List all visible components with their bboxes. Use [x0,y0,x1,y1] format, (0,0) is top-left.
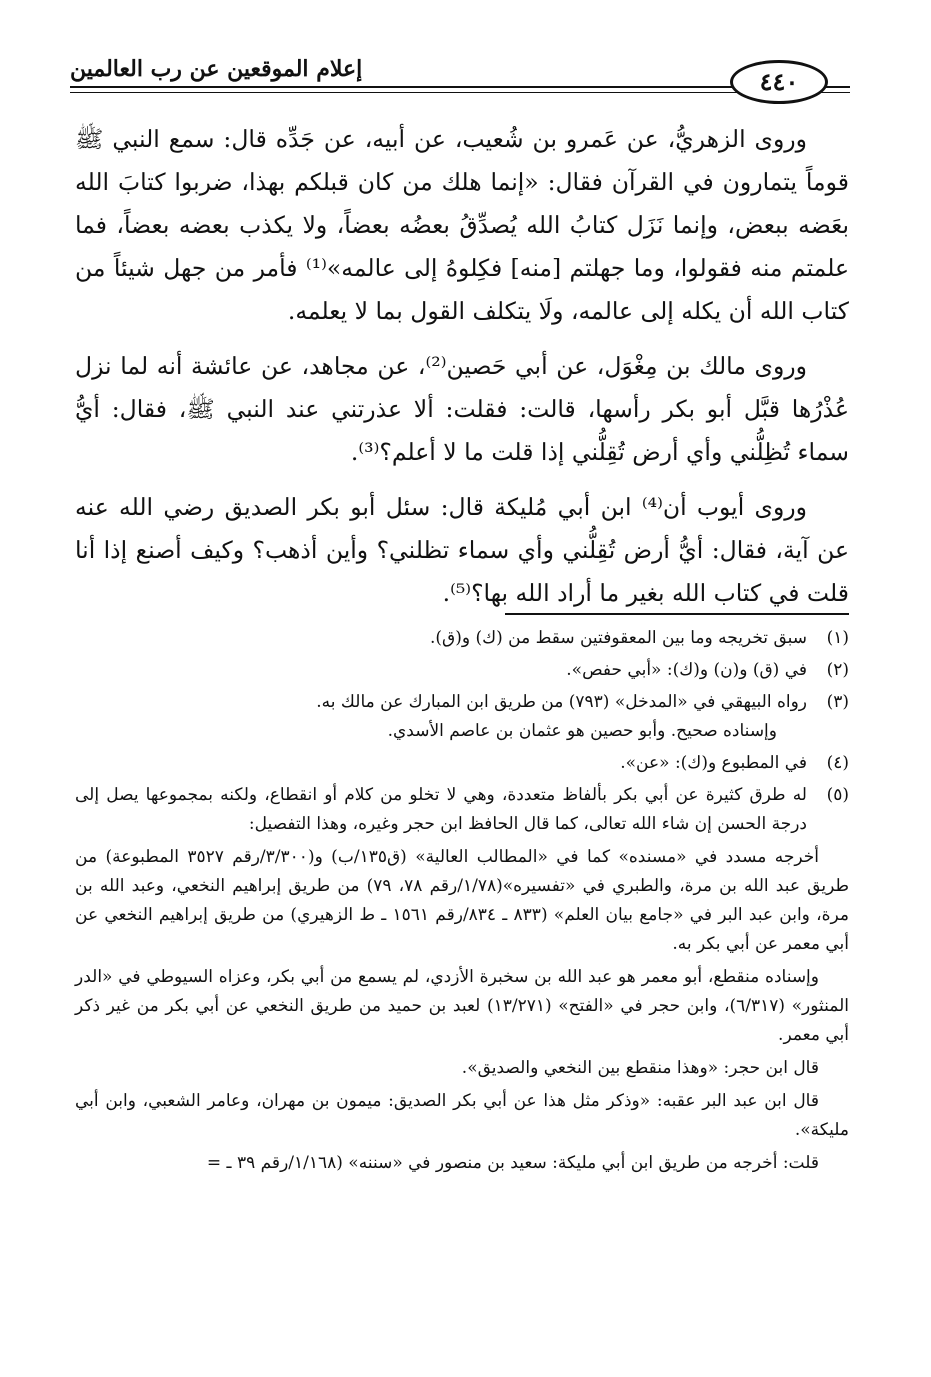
footnote [75,781,849,839]
footnotes [75,624,849,1182]
footnote-text: قال ابن عبد البر عقبه: «وذكر مثل هذا عن أبي بكر الصديق: ميمون بن مهران، وعامر الشعبي، وابن أبي مليكة». [75,1091,849,1140]
footnote-text: في المطبوع و(ك): «عن». [620,753,807,773]
footnote-text: في (ق) و(ن) و(ك): «أبي حفص». [566,660,807,680]
footnote-number: (٣) [826,692,849,712]
footnote-text: وإسناده صحيح. وأبو حصين هو عثمان بن عاصم الأسدي. [387,721,777,741]
footnote-continuation [75,843,849,1178]
paragraph: وروى الزهريُّ، عن عَمرو بن شُعيب، عن أبيه، عن جَدِّه قال: سمع النبي ﷺ قوماً يتمارون في القرآن فقال: «إنما هلك من كان قبلكم بهذا، ضربوا كتابَ الله بعَضه ببعض، وإنما نَزَل كتابُ الله يُصدِّقُ بعضُه بعضاً، ولا يكذب بعضه بعضاً، فما علمتم منه فقولوا، وما جهلتم [منه] فكِلوهُ إلى عالمه»⁽¹⁾ فأمر من جهل شيئاً من كتاب الله أن يكله إلى عالمه، ولَا يتكلف القول بما لا يعلمه. [75,125,849,325]
footnote-text: سبق تخريجه وما بين المعقوفتين سقط من (ك) و(ق). [430,628,807,648]
paragraph: وروى أيوب أن⁽⁴⁾ ابن أبي مُليكة قال: سئل أبو بكر الصديق رضي الله عنه عن آية، فقال: أيُّ أرض تُقِلُّني وأي سماء تظلني؟ وأين أذهب؟ وكيف أصنع إذا أنا قلت في كتاب الله بغير ما أراد الله بها؟⁽⁵⁾. [75,493,849,607]
footnote [75,749,849,778]
footnote-separator [505,613,849,615]
paragraph: وروى مالك بن مِغْوَل، عن أبي حَصين⁽²⁾، عن مجاهد، عن عائشة أنه لما نزل عُذْرُها قبَّل أبو بكر رأسها، قالت: فقلت: ألا عذرتني عند النبي ﷺ، فقال: أيُّ سماء تُظِلُّني وأي أرض تُقِلُّني إذا قلت ما لا أعلم؟⁽³⁾. [75,352,849,466]
page-header [70,52,850,104]
footnote [75,624,849,653]
footnote-number: (١) [826,628,849,648]
footnote-text: قال ابن حجر: «وهذا منقطع بين النخعي والصديق». [461,1058,819,1078]
footnote-number: (٥) [826,785,849,805]
running-title: إعلام الموقعين عن رب العالمين [70,56,363,82]
footnote-text: قلت: أخرجه من طريق ابن أبي مليكة: سعيد بن منصور في «سننه» (١/١٦٨/رقم ٣٩ ـ = [206,1153,819,1173]
footnote-number: (٤) [826,753,849,773]
footnote [75,656,849,685]
footnote [75,688,849,746]
footnote-number: (٢) [826,660,849,680]
header-rule-thin [70,92,850,93]
footnote-text: وإسناده منقطع، أبو معمر هو عبد الله بن سخبرة الأزدي، لم يسمع من أبي بكر، وعزاه السيوطي في «الدر المنثور» (٦/٣١٧)، وابن حجر في «الفتح» (١٣/٢٧١) لعبد بن حميد من طريق النخعي عن أبي بكر من غير ذكر أبي معمر. [75,967,850,1045]
footnote-text: أخرجه مسدد في «مسنده» كما في «المطالب العالية» (ق١٣٥/ب) و(٣/٣٠٠/رقم ٣٥٢٧ المطبوعة) من طريق عبد الله بن مرة، والطبري في «تفسيره»(١/٧٨/رقم ٧٨، ٧٩) من طريق إبراهيم النخعي، وعبد الله بن مرة، وابن عبد البر في «جامع بيان العلم» (٨٣٣ ـ ٨٣٤/رقم ١٥٦١ ـ ط الزهيري) من طريق إبراهيم النخعي عن أبي معمر عن أبي بكر به. [75,847,850,954]
page-number: ٤٤٠ [730,60,828,104]
footnote-text: رواه البيهقي في «المدخل» (٧٩٣) من طريق ابن المبارك عن مالك به. [316,692,807,712]
footnote-text: له طرق كثيرة عن أبي بكر بألفاظ متعددة، وهي لا تخلو من كلام أو انقطاع، ولكنه بمجموعها يصل إلى درجة الحسن إن شاء الله تعالى، كما قال الحافظ ابن حجر وغيره، وهذا التفصيل: [75,785,807,834]
main-text [75,118,849,627]
